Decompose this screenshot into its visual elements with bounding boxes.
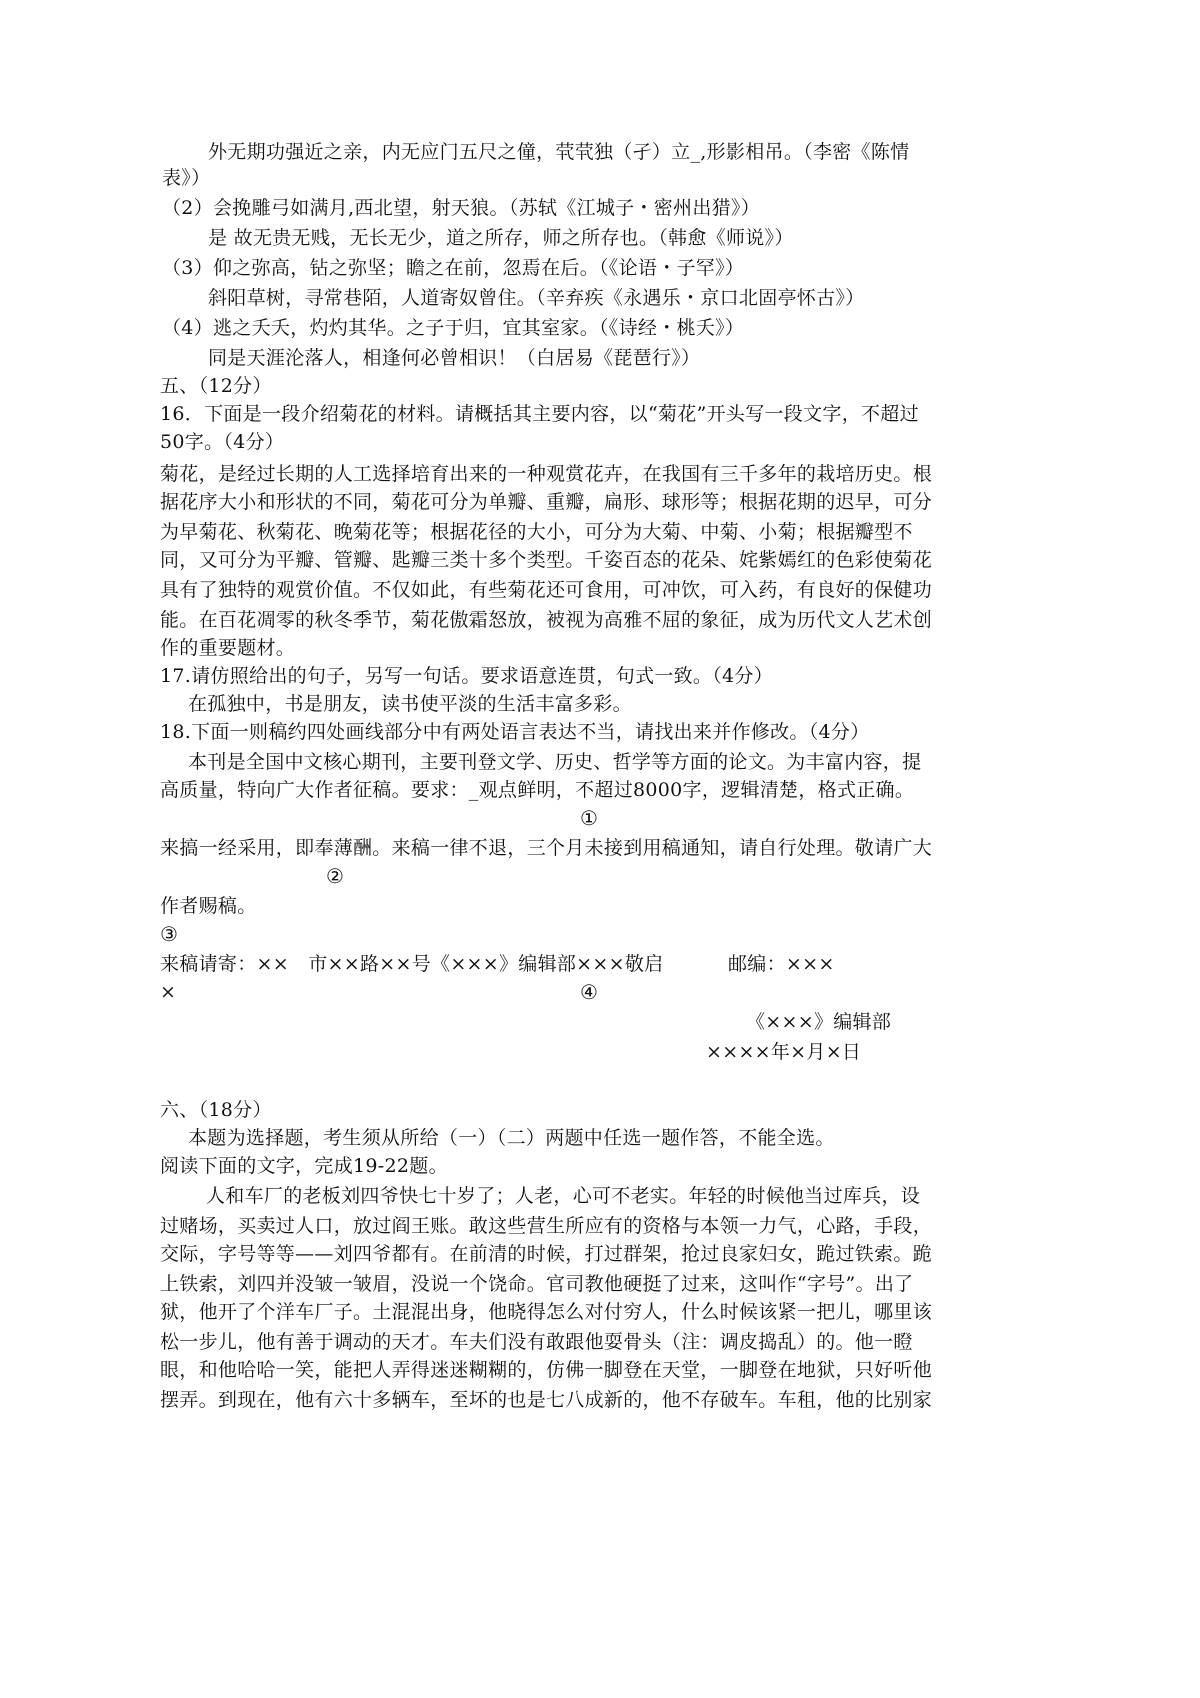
text-line: 是 故无贵无贱，无长无少，道之所存，师之所存也。（韩愈《师说》） [208,227,794,249]
text-line: 松一步儿，他有善于调动的天才。车夫们没有敢跟他耍骨头（注：调皮捣乱）的。他一瞪 [160,1331,913,1353]
text-line: 交际，字号等等——刘四爷都有。在前清的时候，打过群架，抢过良家妇女，跪过铁索。跪 [160,1243,933,1265]
text-line: （3）仰之弥高，钻之弥坚；瞻之在前，忽焉在后。（《论语・子罕》） [162,257,745,279]
text-line: × [160,981,177,1003]
text-line: 同是天涯沦落人，相逢何必曾相识！（白居易《琵琶行》） [208,347,701,369]
text-line: 同，又可分为平瓣、管瓣、匙瓣三类十多个类型。千姿百态的花朵、姹紫嫣红的色彩使菊花 [160,549,933,571]
text-line: 菊花，是经过长期的人工选择培育出来的一种观赏花卉，在我国有三千多年的栽培历史。根 [160,463,933,485]
signature-date: ××××年×月×日 [706,1041,862,1063]
text-line: 能。在百花凋零的秋冬季节，菊花傲霜怒放，被视为高雅不屈的象征，成为历代文人艺术创 [160,609,933,631]
postcode: 邮编：××× [728,953,835,975]
section-heading: 六、（18分） [160,1099,272,1121]
text-line: 本刊是全国中文核心期刊，主要刊登文学、历史、哲学等方面的论文。为丰富内容，提 [188,751,922,773]
marker-4: ④ [580,980,599,1004]
text-line: 过赌场，买卖过人口，放过阎王账。敢这些营生所应有的资格与本领一力气，心路，手段， [160,1215,933,1237]
question-18: 18.下面一则稿约四处画线部分中有两处语言表达不当，请找出来并作修改。（4分） [160,721,870,743]
marker-3: ③ [160,922,179,946]
text-line: 为早菊花、秋菊花、晚菊花等；根据花径的大小，可分为大菊、中菊、小菊；根据瓣型不 [160,521,913,543]
text-line: 作的重要题材。 [160,637,296,659]
section-heading: 五、（12分） [160,375,272,397]
text-line: 高质量，特向广大作者征稿。要求：_观点鲜明，不超过8000字，逻辑清楚，格式正确。 [160,779,915,801]
text-line: 来搞一经采用，即奉薄酬。来稿一律不退，三个月未接到用稿通知，请自行处理。敬请广大 [160,837,933,859]
marker-1: ① [580,806,599,830]
text-line: 阅读下面的文字，完成19-22题。 [160,1155,448,1177]
text-line: 斜阳草树，寻常巷陌，人道寄奴曾住。（辛弃疾《永遇乐・京口北固亭怀古》） [208,287,865,309]
text-line: 50字。（4分） [160,431,285,453]
signature-dept: 《×××》编辑部 [746,1011,892,1033]
question-16: 16．下面是一段介绍菊花的材料。请概括其主要内容，以“菊花”开头写一段文字，不超过 [160,403,919,425]
text-line: 狱，他开了个洋车厂子。土混混出身，他晓得怎么对付穷人，什么时候该紧一把儿，哪里该 [160,1301,933,1323]
text-line: 表》） [162,167,211,189]
text-line: 眼，和他哈哈一笑，能把人弄得迷迷糊糊的，仿佛一脚登在天堂，一脚登在地狱，只好听他 [160,1359,933,1381]
text-line: 来稿请寄：×× 市××路××号《×××》编辑部×××敬启 [160,953,664,975]
text-line: 人和车厂的老板刘四爷快七十岁了；人老，心可不老实。年轻的时候他当过库兵，设 [206,1185,921,1207]
text-line: 摆弄。到现在，他有六十多辆车，至坏的也是七八成新的，他不存破车。车租，他的比别家 [160,1389,933,1411]
text-line: 作者赐稿。 [160,895,257,917]
text-line: 据花序大小和形状的不同，菊花可分为单瓣、重瓣，扁形、球形等；根据花期的迟早，可分 [160,491,933,513]
text-line: （4）逃之夭夭，灼灼其华。之子于归，宜其室家。（《诗经・桃夭》） [162,317,745,339]
text-line: （2）会挽雕弓如满月,西北望，射天狼。（苏轼《江城子・密州出猎》） [162,197,761,219]
text-line: 外无期功强近之亲，内无应门五尺之僮，茕茕独（孑）立_,形影相吊。（李密《陈情 [208,141,910,163]
text-line: 上铁索，刘四并没皱一皱眉，没说一个饶命。官司教他硬挺了过来，这叫作“字号”。出了 [160,1273,914,1295]
text-line: 本题为选择题，考生须从所给（一）（二）两题中任选一题作答，不能全选。 [188,1127,835,1149]
marker-2: ② [326,864,345,888]
question-17: 17.请仿照给出的句子，另写一句话。要求语意连贯，句式一致。（4分） [160,665,774,687]
text-line: 具有了独特的观赏价值。不仅如此，有些菊花还可食用，可冲饮，可入药，有良好的保健功 [160,579,933,601]
text-line: 在孤独中，书是朋友，读书使平淡的生活丰富多彩。 [188,693,632,715]
